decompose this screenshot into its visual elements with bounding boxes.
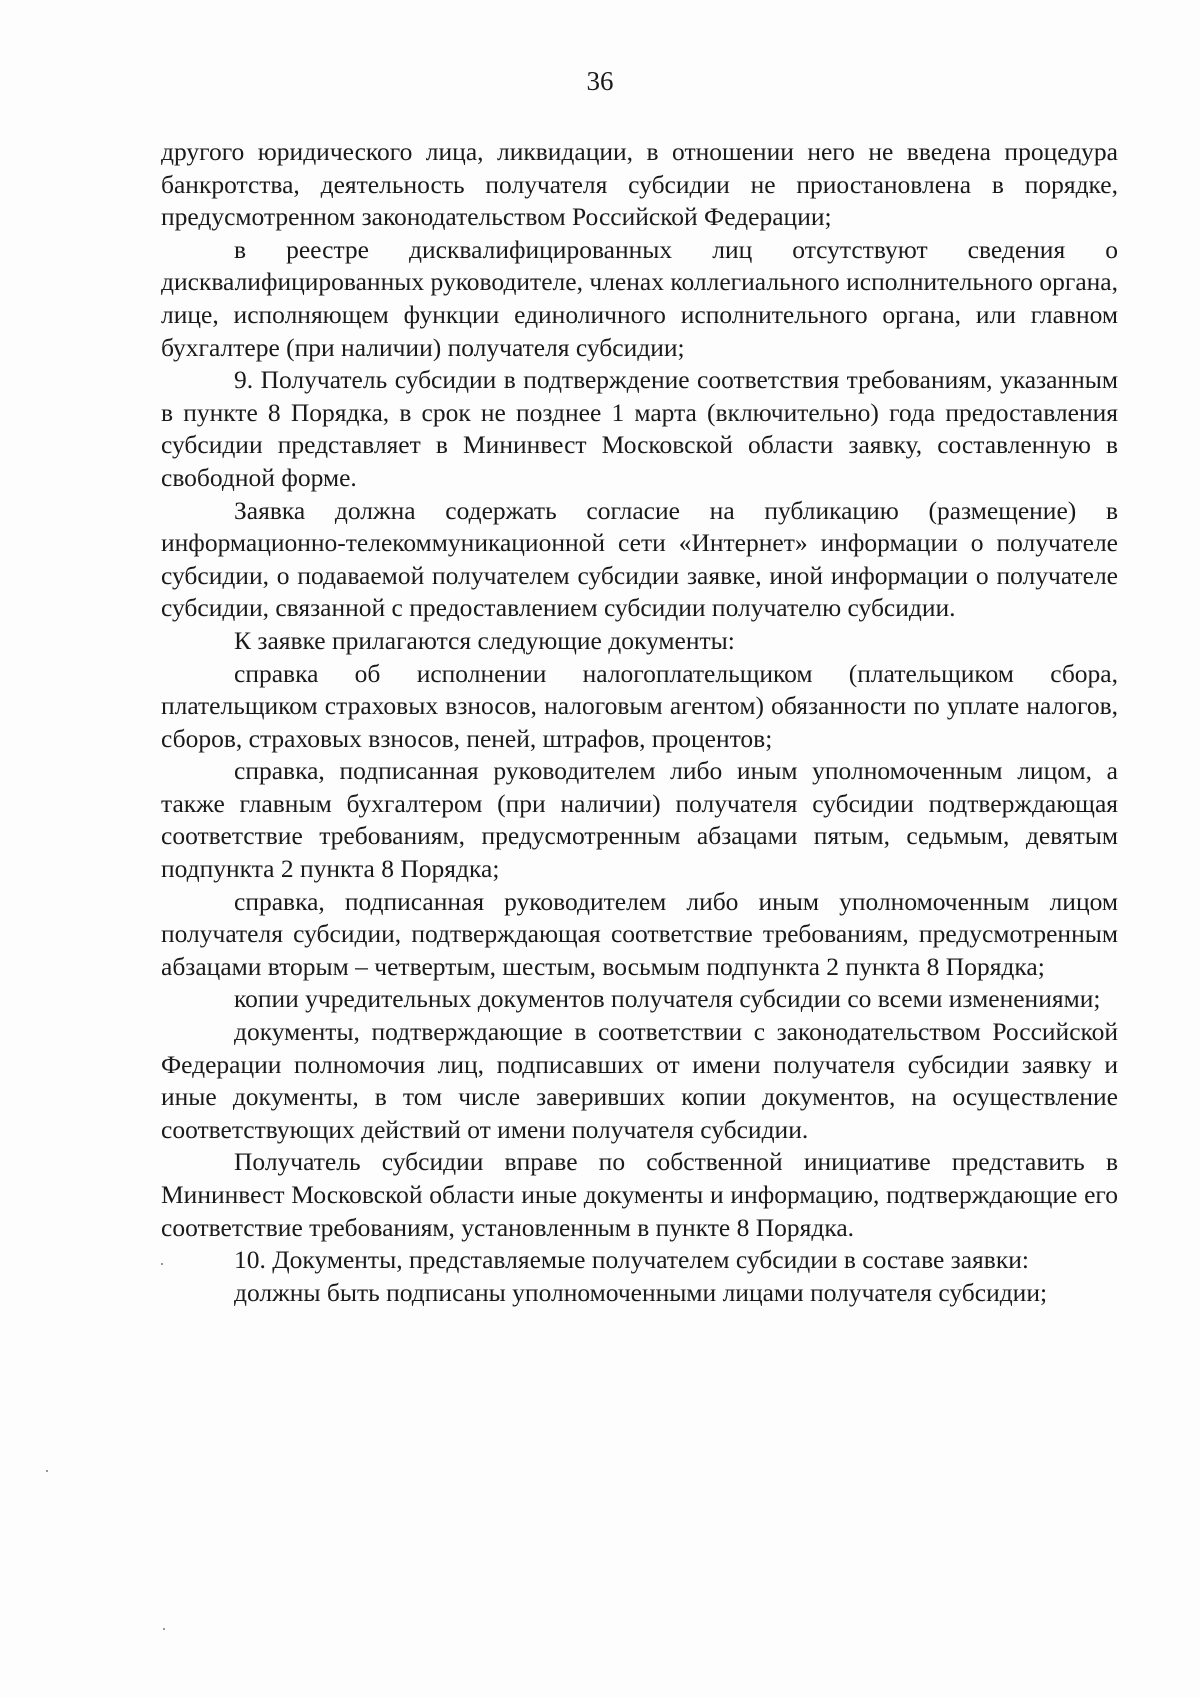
scan-speck [46,1470,48,1472]
paragraph-continuation: другого юридического лица, ликвидации, в отношении него не введена процедура банкротства, деятельность получателя субсидии не приостановлена в порядке, предусмотренном законодательством Российской Федерации; [161,137,1118,232]
scan-speck [163,1628,165,1630]
paragraph-item-9: 9. Получатель субсидии в подтверждение соответствия требованиям, указанным в пункте 8 Порядка, в срок не позднее 1 марта (включительно) года предоставления субсидии представляет в Мининвест Московской области заявку, составленную в свободной форме. [161,365,1118,492]
list-item-signed-certificate-accountant: справка, подписанная руководителем либо иным уполномоченным лицом, а также главным бухгалтером (при наличии) получателя субсидии подтверждающая соответствие требованиям, предусмотренным абзацами пятым, седьмым, девятым подпункта 2 пункта 8 Порядка; [161,756,1118,884]
paragraph-own-initiative: Получатель субсидии вправе по собственной инициативе представить в Мининвест Московской области иные документы и информацию, подтверждающие его соответствие требованиям, установленным в пункте 8 Порядка. [161,1147,1118,1242]
list-item-founding-documents: копии учредительных документов получателя субсидии со всеми изменениями; [234,984,1101,1014]
document-body [161,136,1118,1309]
list-item-signed-by-authorized: должны быть подписаны уполномоченными лицами получателя субсидии; [234,1277,1048,1307]
list-item-tax-certificate: справка об исполнении налогоплательщиком (плательщиком сбора, плательщиком страховых взносов, налоговым агентом) обязанности по уплате налогов, сборов, страховых взносов, пеней, штрафов, процентов; [161,658,1118,753]
list-item-authority-documents: документы, подтверждающие в соответствии с законодательством Российской Федерации полномочия лиц, подписавших от имени получателя субсидии заявку и иные документы, в том числе заверивших копии документов, на осуществление соответствующих действий от имени получателя субсидии. [161,1017,1118,1144]
paragraph-application-consent: Заявка должна содержать согласие на публикацию (размещение) в информационно-телекоммуникационной сети «Интернет» информации о получателе субсидии, о подаваемой получателем субсидии заявке, иной информации о получателе субсидии, связанной с предоставлением субсидии получателю субсидии. [161,495,1118,623]
paragraph-disqualified-registry: в реестре дисквалифицированных лиц отсутствуют сведения о дисквалифицированных руководителе, членах коллегиального исполнительного органа, лице, исполняющем функции единоличного исполнительного органа, или главном бухгалтере (при наличии) получателя субсидии; [161,234,1118,362]
list-item-signed-certificate-requirements: справка, подписанная руководителем либо иным уполномоченным лицом получателя субсидии, подтверждающая соответствие требованиям, предусмотренным абзацами вторым – четвертым, шестым, восьмым подпункта 2 пункта 8 Порядка; [161,886,1118,981]
scan-speck [161,1263,163,1265]
page-number: 36 [586,66,614,96]
paragraph-attached-documents-heading: К заявке прилагаются следующие документы: [234,625,735,655]
paragraph-item-10: 10. Документы, представляемые получателем субсидии в составе заявки: [234,1245,1029,1275]
